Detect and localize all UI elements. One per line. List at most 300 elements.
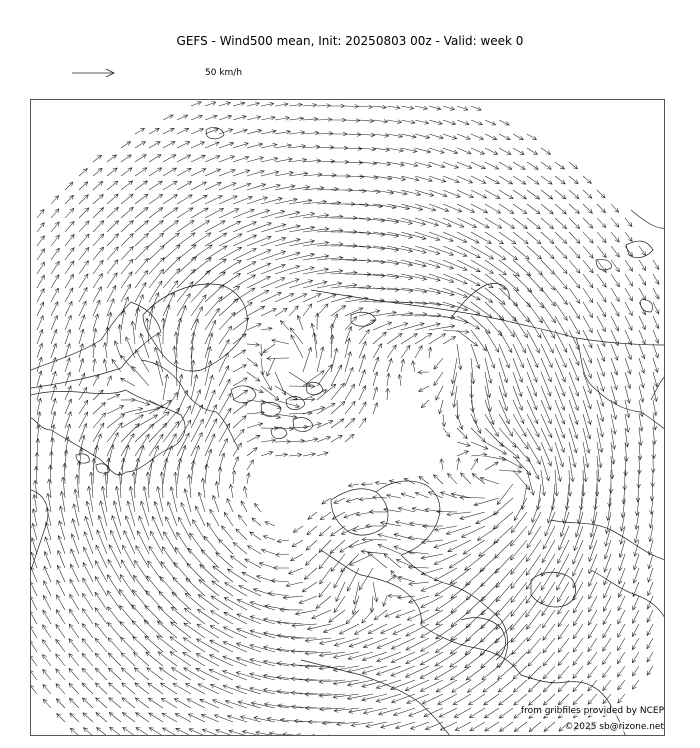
- wind-arrow: [555, 358, 566, 382]
- wind-arrow: [378, 544, 401, 554]
- wind-arrow: [485, 414, 498, 436]
- wind-arrow: [121, 168, 132, 176]
- wind-arrow: [429, 162, 445, 168]
- wind-arrow: [362, 610, 373, 623]
- wind-arrow: [233, 365, 246, 372]
- wind-arrow: [396, 722, 415, 729]
- wind-arrow: [415, 246, 440, 255]
- wind-arrow: [597, 316, 605, 332]
- wind-arrow: [362, 652, 387, 661]
- wind-arrow: [198, 492, 205, 512]
- wind-arrow: [98, 515, 107, 540]
- wind-arrow: [528, 652, 541, 666]
- wind-arrow: [171, 622, 191, 638]
- wind-arrow: [263, 344, 275, 353]
- wind-arrow: [437, 510, 457, 514]
- wind-arrow: [415, 148, 431, 153]
- wind-arrow: [79, 261, 89, 274]
- wind-arrow: [121, 458, 125, 484]
- wind-arrow: [359, 341, 366, 358]
- wind-arrow: [132, 366, 149, 386]
- wind-arrow: [569, 372, 579, 396]
- wind-arrow: [527, 316, 541, 338]
- wind-arrow: [135, 295, 144, 316]
- wind-arrow: [51, 329, 57, 344]
- wind-arrow: [499, 344, 510, 368]
- wind-arrow: [374, 610, 387, 620]
- wind-arrow: [289, 280, 313, 288]
- wind-arrow: [83, 728, 93, 736]
- wind-arrow: [443, 106, 454, 110]
- wind-arrow: [597, 246, 606, 258]
- wind-arrow: [415, 218, 438, 226]
- wind-arrow: [650, 484, 654, 501]
- wind-arrow: [219, 539, 233, 554]
- wind-arrow: [653, 330, 659, 343]
- wind-arrow: [261, 327, 272, 331]
- wind-arrow: [65, 372, 71, 386]
- wind-arrow: [513, 428, 528, 449]
- wind-arrow: [163, 208, 178, 218]
- wind-arrow: [435, 666, 457, 679]
- wind-arrow: [373, 403, 378, 414]
- wind-arrow: [58, 551, 66, 569]
- wind-arrow: [415, 106, 427, 110]
- wind-arrow: [457, 344, 462, 370]
- wind-arrow: [639, 302, 646, 315]
- wind-arrow: [93, 300, 100, 316]
- wind-arrow: [161, 698, 177, 708]
- wind-arrow: [51, 316, 58, 331]
- wind-arrow: [401, 301, 427, 305]
- wind-arrow: [408, 550, 429, 554]
- wind-arrow: [387, 218, 412, 225]
- wind-arrow: [191, 307, 203, 330]
- wind-arrow: [387, 232, 412, 239]
- wind-arrow: [569, 400, 578, 425]
- wind-arrow: [412, 361, 416, 372]
- wind-arrow: [434, 358, 443, 369]
- wind-arrow: [247, 372, 260, 381]
- wind-arrow: [394, 546, 415, 554]
- wind-arrow: [541, 414, 552, 438]
- wind-arrow: [247, 223, 271, 233]
- wind-arrow: [611, 344, 618, 360]
- wind-arrow: [443, 148, 458, 154]
- wind-arrow: [205, 208, 224, 218]
- wind-arrow: [170, 637, 191, 652]
- wind-arrow: [434, 554, 457, 565]
- wind-arrow: [429, 315, 455, 319]
- wind-arrow: [37, 316, 43, 330]
- wind-arrow: [375, 481, 387, 485]
- wind-arrow: [543, 526, 555, 549]
- wind-arrow: [653, 274, 659, 284]
- wind-arrow: [65, 274, 74, 288]
- wind-arrow: [625, 232, 632, 241]
- wind-arrow: [610, 456, 614, 479]
- wind-arrow: [633, 554, 639, 570]
- wind-arrow: [373, 322, 392, 330]
- wind-arrow: [484, 708, 499, 718]
- wind-arrow: [31, 567, 37, 582]
- wind-arrow: [269, 732, 289, 736]
- wind-arrow: [233, 115, 246, 120]
- wind-arrow: [527, 624, 541, 641]
- wind-arrow: [359, 246, 385, 250]
- wind-arrow: [653, 400, 657, 416]
- wind-arrow: [303, 103, 317, 107]
- wind-arrow: [513, 134, 523, 140]
- wind-arrow: [528, 666, 541, 679]
- wind-arrow: [233, 429, 244, 442]
- wind-arrow: [435, 526, 457, 531]
- wind-arrow: [308, 512, 317, 519]
- wind-arrow: [163, 168, 177, 176]
- wind-arrow: [148, 698, 163, 708]
- wind-arrow: [611, 302, 619, 316]
- wind-arrow: [415, 232, 440, 241]
- wind-arrow: [219, 312, 235, 330]
- wind-arrow: [562, 498, 569, 523]
- wind-arrow: [363, 638, 387, 648]
- wind-arrow: [471, 106, 481, 111]
- wind-arrow: [331, 132, 347, 136]
- wind-arrow: [233, 288, 255, 302]
- wind-arrow: [513, 330, 526, 353]
- wind-arrow: [513, 344, 524, 368]
- wind-arrow: [319, 652, 345, 657]
- wind-arrow: [345, 384, 355, 400]
- credit-copyright: ©2025 sb@rizone.net: [564, 722, 664, 732]
- wind-arrow: [541, 288, 555, 306]
- wind-arrow: [362, 694, 387, 701]
- legend-reference-arrow-icon: [70, 64, 120, 84]
- wind-arrow: [569, 302, 580, 319]
- wind-arrow: [261, 400, 281, 409]
- wind-arrow: [480, 638, 499, 656]
- wind-arrow: [135, 194, 148, 204]
- wind-arrow: [499, 470, 521, 474]
- wind-arrow: [447, 512, 471, 516]
- wind-arrow: [261, 224, 286, 232]
- wind-arrow: [494, 526, 513, 543]
- wind-arrow: [589, 582, 597, 599]
- wind-arrow: [555, 218, 567, 229]
- wind-arrow: [197, 639, 220, 652]
- wind-arrow: [106, 327, 110, 344]
- wind-arrow: [289, 411, 312, 415]
- wind-arrow: [51, 209, 59, 218]
- wind-arrow: [583, 400, 591, 425]
- wind-arrow: [65, 288, 73, 302]
- wind-arrow: [513, 246, 529, 259]
- wind-arrow: [69, 683, 79, 694]
- wind-arrow: [330, 335, 334, 358]
- wind-arrow: [225, 700, 247, 708]
- wind-arrow: [345, 367, 353, 386]
- wind-arrow: [212, 581, 233, 596]
- wind-arrow: [177, 221, 194, 233]
- wind-arrow: [177, 445, 186, 470]
- wind-arrow: [558, 610, 569, 627]
- wind-arrow: [69, 698, 79, 708]
- wind-arrow: [373, 260, 399, 265]
- wind-arrow: [219, 439, 228, 457]
- wind-arrow: [275, 308, 287, 316]
- wind-arrow: [82, 609, 93, 624]
- wind-arrow: [401, 359, 405, 372]
- wind-arrow: [526, 582, 541, 603]
- wind-arrow: [259, 562, 275, 568]
- wind-arrow: [247, 343, 259, 347]
- wind-arrow: [56, 669, 65, 680]
- wind-arrow: [79, 287, 87, 302]
- wind-arrow: [51, 196, 59, 204]
- wind-arrow: [611, 358, 618, 375]
- wind-arrow: [179, 517, 192, 540]
- wind-arrow: [401, 120, 415, 124]
- wind-arrow: [443, 232, 467, 243]
- wind-arrow: [588, 624, 597, 638]
- wind-arrow: [639, 274, 646, 285]
- wind-arrow: [422, 540, 443, 544]
- wind-arrow: [499, 400, 510, 424]
- wind-arrow: [146, 652, 163, 666]
- wind-arrow: [311, 734, 331, 736]
- wind-arrow: [132, 621, 149, 638]
- wind-arrow: [215, 481, 219, 498]
- wind-arrow: [302, 582, 317, 592]
- wind-arrow: [45, 537, 51, 554]
- wind-arrow: [555, 372, 565, 396]
- wind-arrow: [415, 120, 429, 124]
- wind-arrow: [107, 221, 119, 233]
- wind-arrow: [44, 552, 51, 569]
- wind-arrow: [274, 566, 290, 570]
- wind-arrow: [122, 713, 135, 723]
- wind-arrow: [303, 438, 318, 442]
- wind-arrow: [37, 262, 45, 274]
- wind-arrow: [136, 713, 150, 722]
- wind-arrow: [93, 314, 99, 330]
- wind-arrow: [513, 652, 528, 667]
- wind-arrow: [70, 728, 79, 736]
- wind-arrow: [639, 330, 645, 344]
- wind-arrow: [542, 540, 555, 563]
- wind-arrow: [201, 550, 219, 568]
- wind-arrow: [317, 347, 324, 372]
- wind-arrow: [191, 102, 201, 107]
- wind-arrow: [633, 596, 639, 610]
- wind-arrow: [233, 302, 252, 316]
- wind-arrow: [419, 386, 429, 392]
- wind-arrow: [345, 434, 354, 442]
- wind-arrow: [415, 492, 429, 498]
- wind-arrow: [527, 400, 538, 424]
- wind-arrow: [162, 713, 177, 722]
- wind-arrow: [398, 507, 415, 512]
- wind-arrow: [121, 207, 133, 218]
- wind-arrow: [205, 320, 216, 344]
- wind-arrow: [544, 722, 555, 732]
- wind-arrow: [401, 148, 417, 153]
- wind-arrow: [443, 260, 467, 270]
- wind-arrow: [253, 588, 275, 596]
- wind-arrow: [471, 176, 486, 183]
- wind-arrow: [196, 668, 219, 680]
- wind-arrow: [401, 106, 414, 110]
- wind-arrow: [123, 727, 135, 736]
- wind-arrow: [135, 221, 148, 233]
- wind-arrow: [183, 652, 205, 666]
- wind-arrow: [429, 218, 451, 227]
- wind-arrow: [289, 439, 305, 443]
- wind-arrow: [247, 157, 263, 163]
- wind-arrow: [56, 639, 65, 652]
- wind-arrow: [149, 546, 163, 568]
- wind-arrow: [250, 601, 275, 610]
- wind-arrow: [110, 727, 121, 736]
- wind-arrow: [79, 435, 85, 456]
- wind-arrow: [499, 414, 513, 436]
- wind-arrow: [583, 330, 592, 348]
- wind-arrow: [603, 638, 611, 651]
- wind-arrow: [639, 372, 644, 388]
- wind-arrow: [275, 252, 300, 260]
- chart-title: GEFS - Wind500 mean, Init: 20250803 00z - Valid: week 0: [176, 34, 524, 48]
- wind-arrow: [353, 582, 359, 604]
- wind-arrow: [471, 232, 491, 243]
- wind-arrow: [648, 554, 653, 569]
- wind-arrow: [112, 359, 121, 372]
- wind-arrow: [401, 493, 415, 498]
- wind-arrow: [149, 246, 164, 260]
- wind-arrow: [96, 698, 107, 708]
- wind-arrow: [499, 190, 513, 199]
- wind-arrow: [135, 246, 149, 260]
- wind-arrow: [177, 420, 191, 442]
- wind-arrow: [652, 428, 656, 444]
- wind-arrow: [289, 267, 314, 275]
- wind-arrow: [401, 323, 424, 331]
- wind-arrow: [429, 232, 453, 242]
- wind-arrow: [219, 299, 238, 316]
- wind-arrow: [482, 666, 499, 680]
- wind-arrow: [387, 575, 396, 582]
- wind-arrow: [135, 142, 145, 149]
- wind-arrow: [209, 669, 233, 680]
- wind-arrow: [376, 680, 401, 689]
- wind-arrow: [211, 611, 233, 624]
- wind-arrow: [79, 208, 89, 218]
- wind-arrow: [639, 288, 646, 300]
- wind-arrow: [65, 182, 73, 190]
- wind-arrow: [219, 423, 230, 442]
- wind-arrow: [648, 568, 653, 582]
- wind-arrow: [79, 301, 86, 316]
- wind-arrow: [555, 288, 567, 305]
- wind-arrow: [471, 453, 487, 457]
- wind-arrow: [485, 204, 501, 213]
- wind-arrow: [526, 596, 541, 617]
- wind-arrow: [485, 218, 502, 228]
- wind-arrow: [219, 221, 241, 232]
- wind-arrow: [191, 182, 206, 190]
- wind-arrow: [387, 345, 396, 358]
- wind-arrow: [471, 274, 493, 288]
- wind-arrow: [499, 162, 512, 169]
- wind-arrow: [405, 680, 429, 691]
- wind-arrow: [345, 133, 361, 137]
- wind-arrow: [57, 565, 65, 582]
- wind-arrow: [434, 568, 457, 581]
- wind-arrow: [589, 526, 597, 549]
- wind-arrow: [233, 390, 248, 400]
- wind-arrow: [361, 550, 387, 554]
- wind-arrow: [245, 559, 261, 568]
- wind-arrow: [219, 183, 236, 190]
- wind-arrow: [224, 612, 247, 624]
- wind-arrow: [391, 652, 415, 663]
- wind-arrow: [135, 698, 149, 708]
- wind-arrow: [331, 244, 357, 248]
- wind-arrow: [261, 237, 286, 246]
- wind-arrow: [219, 453, 225, 470]
- wind-arrow: [387, 134, 402, 138]
- wind-arrow: [359, 105, 373, 109]
- wind-arrow: [369, 510, 387, 514]
- wind-arrow: [373, 119, 388, 123]
- wind-arrow: [303, 131, 319, 135]
- wind-arrow: [362, 482, 374, 486]
- wind-arrow: [31, 670, 37, 680]
- wind-arrow: [121, 378, 136, 386]
- wind-arrow: [348, 483, 359, 487]
- wind-arrow: [409, 596, 429, 603]
- wind-arrow: [109, 683, 121, 694]
- wind-arrow: [223, 627, 247, 638]
- wind-arrow: [583, 288, 593, 303]
- wind-arrow: [588, 666, 597, 678]
- wind-arrow: [532, 498, 541, 522]
- wind-arrow: [625, 288, 633, 301]
- wind-arrow: [440, 459, 444, 470]
- wind-arrow: [558, 540, 569, 563]
- wind-arrow: [219, 142, 234, 148]
- wind-arrow: [149, 458, 154, 484]
- wind-arrow: [135, 155, 146, 162]
- wind-arrow: [149, 293, 159, 316]
- wind-arrow: [359, 497, 373, 501]
- wind-arrow: [529, 722, 541, 732]
- wind-arrow: [108, 668, 121, 680]
- wind-arrow: [583, 456, 588, 482]
- wind-arrow: [157, 333, 163, 359]
- wind-arrow: [163, 142, 175, 149]
- wind-arrow: [56, 624, 65, 638]
- wind-arrow: [37, 209, 44, 218]
- wind-arrow: [485, 134, 497, 140]
- wind-arrow: [149, 155, 161, 162]
- wind-arrow: [317, 187, 338, 191]
- wind-arrow: [246, 473, 250, 484]
- wind-arrow: [513, 204, 527, 214]
- wind-arrow: [37, 357, 42, 372]
- wind-arrow: [163, 221, 179, 233]
- wind-arrow: [177, 318, 182, 344]
- wind-arrow: [264, 618, 290, 624]
